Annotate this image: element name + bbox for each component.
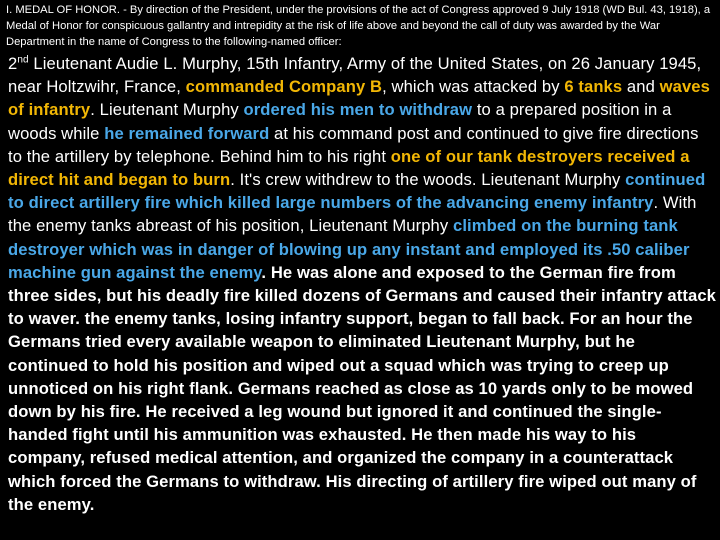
highlighted-phrase-blue: continued to direct artillery fire which killed large numbers of the advancing enemy infantry (8, 170, 706, 213)
citation-text: and (622, 77, 660, 97)
highlighted-phrase-gold: commanded Company B (185, 77, 383, 97)
highlighted-phrase-blue: ordered his men to withdraw (243, 100, 473, 120)
citation-text: . It's crew withdrew to the woods. Lieutenant Murphy (230, 170, 626, 190)
citation-text: Lieutenant Audie L. Murphy, 15th Infantry, Army of the United States, on 26 January 1945, near Holtzwihr, France, (8, 54, 702, 97)
citation-paragraph (8, 52, 716, 516)
highlighted-phrase-gold: 6 tanks (564, 77, 623, 97)
rank-ordinal-number: 2 (8, 54, 18, 73)
highlighted-phrase-blue: climbed on the burning tank destroyer which was in danger of blowing up any instant and employed its .50 caliber machine gun against the enemy (8, 216, 690, 282)
highlighted-phrase-blue: he remained forward (104, 123, 270, 143)
citation-text-bold: . He was alone and exposed to the German fire from three sides, but his deadly fire killed dozens of Germans and caused their infantry attack to waver. the enemy tanks, losing infantry support, began to fall back. For an hour the Germans tried every available weapon to eliminated Lieutenant Murphy, but he continued to hold his position and wiped out a squad which was trying to creep up unnoticed on his right flank. Germans reached as close as 10 yards only to be mowed down by his fire. He received a leg wound but ignored it and continued the single-handed fight until his ammunition was exhausted. He then made his way to his company, refused medical attention, and organized the company in a counterattack which forced the Germans to withdraw. His directing of artillery fire wiped out many of the enemy. (8, 262, 716, 514)
citation-text: at his command post and continued to give fire directions to the artillery by telephone. Behind him to his right (8, 123, 699, 166)
highlighted-phrase-gold: waves of infantry (8, 77, 710, 120)
citation-text: . With the enemy tanks abreast of his position, Lieutenant Murphy (8, 193, 697, 236)
rank-ordinal-suffix: nd (17, 54, 29, 66)
citation-text: . Lieutenant Murphy (90, 100, 244, 120)
citation-text: , which was attacked by (382, 77, 565, 97)
order-header-text: I. MEDAL OF HONOR. - By direction of the President, under the provisions of the act of Congress approved 9 July 1918 (WD Bul. 43, 1918), a Medal of Honor for conspicuous gallantry and intrepidity at the risk of life above and beyond the call of duty was awarded by the War Department in the name of Congress to the following-named officer: (6, 4, 711, 48)
citation-segments (8, 54, 716, 514)
citation-text: to a prepared position in a woods while (8, 100, 672, 143)
highlighted-phrase-gold: one of our tank destroyers received a direct hit and began to burn (8, 146, 690, 190)
